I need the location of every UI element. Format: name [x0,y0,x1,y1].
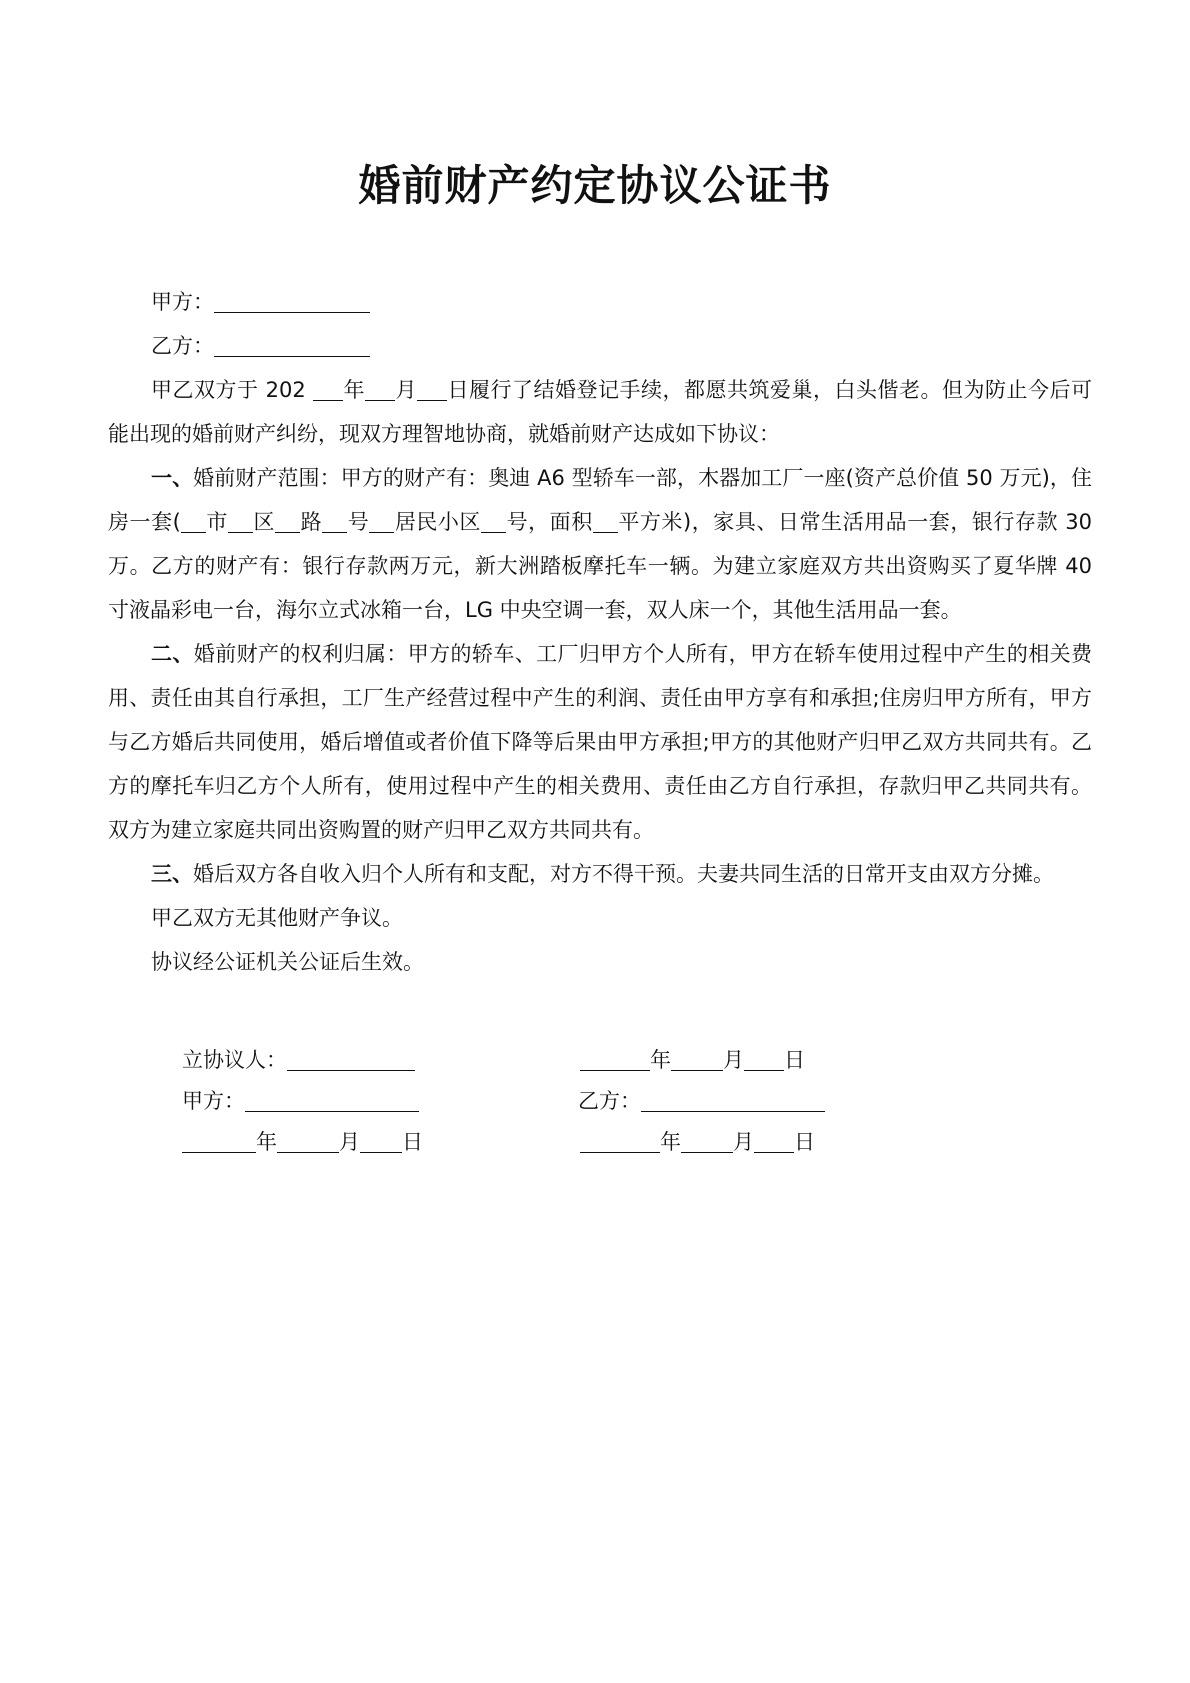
party-a-year-blank[interactable] [182,1132,256,1153]
signature-party-b-line [578,1079,825,1123]
date-month-label: 月 [723,1048,744,1072]
date-day-blank[interactable] [744,1050,784,1071]
party-b-day-blank[interactable] [754,1132,794,1153]
date-day-label: 日 [784,1048,805,1072]
community-blank[interactable] [369,512,394,533]
number-label: 号 [347,510,370,534]
party-a-line [108,280,1092,324]
signature-party-a-label: 甲方： [182,1089,245,1113]
clause-3-number: 三、 [151,862,193,886]
city-label: 市 [205,510,228,534]
clause-1-text-1: 婚前财产范围：甲方的财产有：奥迪 A6 型轿车一部，木器加工厂一座(资产总价值 50 万元)，住房一套( [108,466,1092,534]
party-b-blank[interactable] [214,336,370,357]
area-blank[interactable] [593,512,618,533]
party-a-day-blank[interactable] [360,1132,402,1153]
party-b-month-label: 月 [733,1130,754,1154]
signatory-line [182,1038,415,1082]
date-year-blank[interactable] [580,1050,650,1071]
district-label: 区 [252,510,276,534]
clause-3-text: 婚后双方各自收入归个人所有和支配，对方不得干预。夫妻共同生活的日常开支由双方分摊。 [193,862,1054,886]
date-month-blank[interactable] [671,1050,723,1071]
party-b-year-label: 年 [660,1130,681,1154]
community-label: 居民小区 [394,510,482,534]
clause-1-text-2: 平方米)，家具、日常生活用品一套，银行存款 30 万。乙方的财产有：银行存款两万元，新大洲踏板摩托车一辆。为建立家庭双方共出资购买了夏华牌 40 寸液晶彩电一台，海尔立式冰箱一台，LG 中央空调一套，双人床一个，其他生活用品一套。 [108,510,1093,622]
district-blank[interactable] [228,512,253,533]
number-blank[interactable] [322,512,347,533]
unit-blank[interactable] [481,512,506,533]
clause-2-text: 婚前财产的权利归属：甲方的轿车、工厂归甲方个人所有，甲方在轿车使用过程中产生的相关费用、责任由其自行承担，工厂生产经营过程中产生的利润、责任由甲方享有和承担;住房归甲方所有，甲方与乙方婚后共同使用，婚后增值或者价值下降等后果由甲方承担;甲方的其他财产归甲乙双方共同共有。乙方的摩托车归乙方个人所有，使用过程中产生的相关费用、责任由乙方自行承担，存款归甲乙共同共有。双方为建立家庭共同出资购置的财产归甲乙双方共同共有。 [108,642,1093,842]
intro-day-blank[interactable] [417,380,447,401]
signature-party-a-blank[interactable] [245,1091,419,1112]
date-line-right-1 [580,1038,805,1082]
party-a-month-label: 月 [339,1130,360,1154]
party-a-day-label: 日 [402,1130,423,1154]
party-b-month-blank[interactable] [681,1132,733,1153]
party-a-blank[interactable] [214,292,370,313]
intro-year-label: 年 [342,378,365,402]
road-label: 路 [300,510,323,534]
clause-3 [108,852,1092,896]
intro-month-label: 月 [394,378,417,402]
party-b-label: 乙方： [151,334,214,358]
signature-party-a-line [182,1079,419,1123]
clause-1 [108,456,1092,632]
clause-2 [108,632,1092,852]
unit-area-label: 号，面积 [506,510,593,534]
road-blank[interactable] [275,512,300,533]
signatory-label: 立协议人： [182,1048,287,1072]
signatory-blank[interactable] [287,1050,415,1071]
clause-1-number: 一、 [151,466,194,490]
no-dispute-line: 甲乙双方无其他财产争议。 [151,906,403,930]
date-year-label: 年 [650,1048,671,1072]
intro-paragraph [108,368,1092,456]
date-line-left [182,1120,423,1164]
party-b-year-blank[interactable] [580,1132,660,1153]
intro-month-blank[interactable] [365,380,395,401]
party-a-month-blank[interactable] [277,1132,339,1153]
agreement-body [108,280,1092,984]
signature-party-b-blank[interactable] [641,1091,825,1112]
document-title: 婚前财产约定协议公证书 [358,161,832,210]
clause-2-number: 二、 [151,642,194,666]
party-b-line [108,324,1092,368]
intro-text-1: 甲乙双方于 202 [151,378,313,402]
effective-line: 协议经公证机关公证后生效。 [151,950,424,974]
city-blank[interactable] [181,512,206,533]
date-line-right-2 [580,1120,815,1164]
signature-party-b-label: 乙方： [578,1089,641,1113]
intro-year-blank[interactable] [313,380,343,401]
party-b-day-label: 日 [794,1130,815,1154]
party-a-label: 甲方： [151,290,214,314]
intro-text-2: 日履行了结婚登记手续，都愿共筑爱巢，白头偕老。但为防止今后可能出现的婚前财产纠纷，现双方理智地协商，就婚前财产达成如下协议： [108,378,1093,446]
party-a-year-label: 年 [256,1130,277,1154]
